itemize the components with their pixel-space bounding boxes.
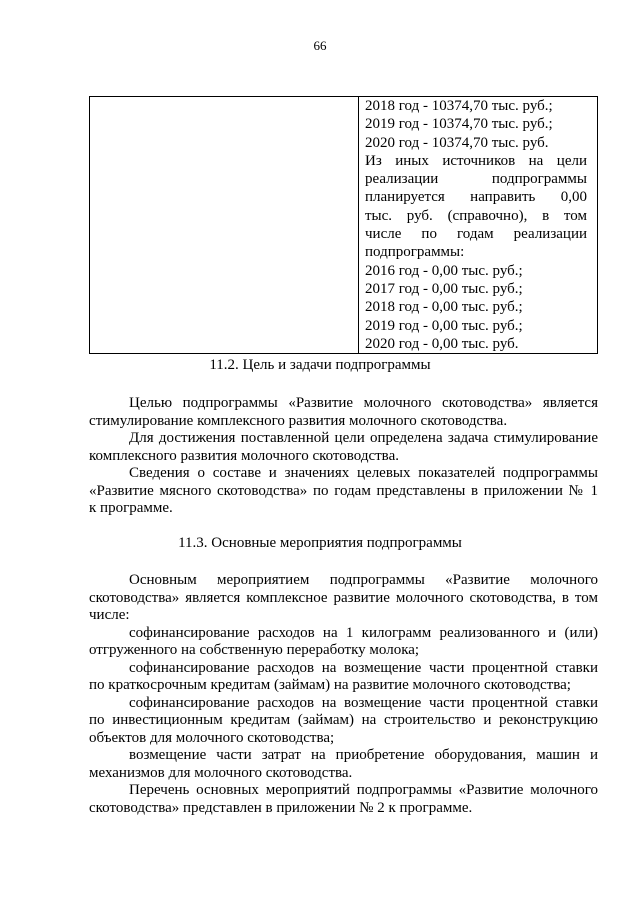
- text-line: Перечень основных мероприятий подпрограммы «Развитие молочного: [129, 782, 598, 798]
- section-11-3-body: [89, 572, 598, 817]
- paragraph: [89, 695, 598, 748]
- paragraph: [89, 747, 598, 782]
- text-line: софинансирование расходов на возмещение части процентной ставки: [129, 694, 598, 711]
- funding-line: 2017 год - 0,00 тыс. руб.;: [365, 280, 523, 297]
- paragraph: [89, 430, 598, 465]
- text-line: числе:: [89, 607, 130, 623]
- section-heading-11-3: 11.3. Основные мероприятия подпрограммы: [178, 535, 462, 551]
- funding-line: реализации подпрограммы: [365, 171, 587, 188]
- table-row: [90, 97, 598, 354]
- text-line: по инвестиционным кредитам (займам) на строительство и реконструкцию: [89, 712, 598, 728]
- funding-line: числе по годам реализации: [365, 226, 587, 243]
- funding-line: 2020 год - 10374,70 тыс. руб.: [365, 134, 549, 151]
- text-line: «Развитие мясного скотоводства» по годам представлены в приложении № 1: [89, 482, 598, 499]
- funding-line: 2020 год - 0,00 тыс. руб.: [365, 335, 519, 352]
- paragraph: [89, 625, 598, 660]
- text-line: к программе.: [89, 500, 173, 516]
- text-line: Целью подпрограммы «Развитие молочного скотоводства» является: [129, 395, 598, 411]
- funding-line: 2018 год - 10374,70 тыс. руб.;: [365, 98, 553, 114]
- funding-line: планируется направить 0,00: [365, 189, 587, 206]
- text-line: скотоводства» является комплексное развитие молочного скотоводства, в том: [89, 589, 598, 606]
- funding-line: Из иных источников на цели: [365, 152, 587, 169]
- funding-line: тыс. руб. (справочно), в том: [365, 207, 587, 224]
- text-line: объектов для молочного скотоводства;: [89, 729, 335, 746]
- section-heading-11-2: 11.2. Цель и задачи подпрограммы: [209, 357, 431, 373]
- section-11-2-body: [89, 395, 598, 518]
- page-number: 66: [313, 38, 327, 53]
- text-line: Основным мероприятием подпрограммы «Развитие молочного: [129, 572, 598, 588]
- text-line: софинансирование расходов на 1 килограмм реализованного и (или): [129, 624, 598, 641]
- table-cell-funding: [359, 97, 598, 354]
- table-cell-empty: [90, 97, 359, 354]
- text-line: механизмов для молочного скотоводства.: [89, 764, 353, 781]
- text-line: стимулирование комплексного развития молочного скотоводства.: [89, 412, 508, 429]
- paragraph: [89, 660, 598, 695]
- text-line: возмещение части затрат на приобретение оборудования, машин и: [129, 747, 598, 763]
- paragraph: [89, 782, 598, 817]
- paragraph: [89, 395, 598, 430]
- funding-line: 2018 год - 0,00 тыс. руб.;: [365, 299, 523, 316]
- text-line: софинансирование расходов на возмещение части процентной ставки: [129, 659, 598, 676]
- text-line: отгруженного на собственную переработку молока;: [89, 642, 420, 658]
- text-line: по краткосрочным кредитам (займам) на развитие молочного скотоводства;: [89, 677, 571, 693]
- funding-line: 2019 год - 10374,70 тыс. руб.;: [365, 116, 553, 133]
- funding-line: 2016 год - 0,00 тыс. руб.;: [365, 262, 523, 279]
- text-line: скотоводства» представлен в приложении № 2 к программе.: [89, 799, 473, 816]
- funding-line: 2019 год - 0,00 тыс. руб.;: [365, 317, 523, 334]
- funding-table: [89, 96, 598, 354]
- text-line: комплексного развития молочного скотоводства.: [89, 447, 399, 464]
- text-line: Сведения о составе и значениях целевых показателей подпрограммы: [129, 465, 598, 481]
- text-line: Для достижения поставленной цели определена задача стимулирование: [129, 430, 598, 446]
- funding-line: подпрограммы:: [365, 244, 465, 261]
- paragraph: [89, 572, 598, 625]
- paragraph: [89, 465, 598, 518]
